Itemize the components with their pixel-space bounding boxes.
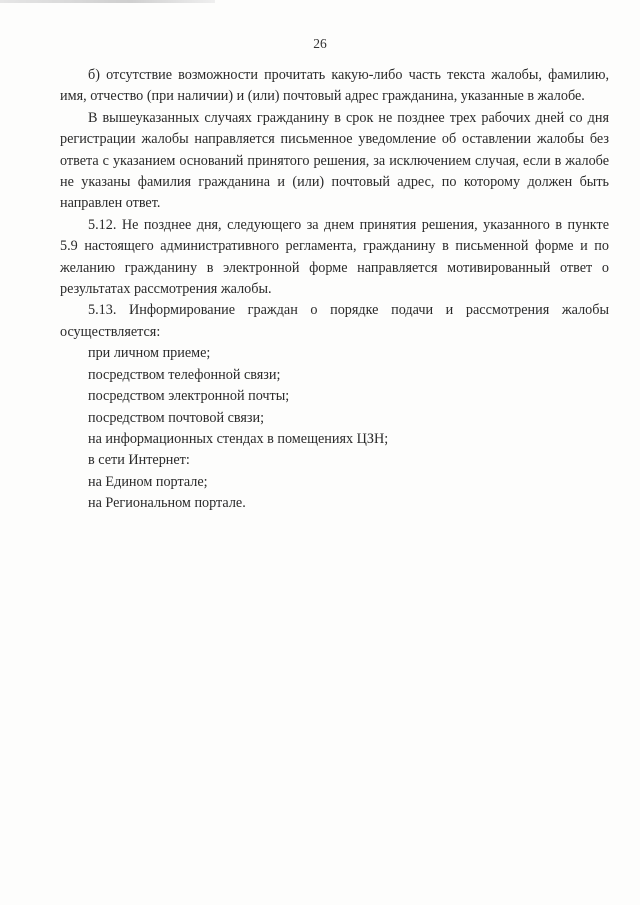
paragraph-5-12: 5.12. Не позднее дня, следующего за днем принятия решения, указанного в пункте 5.9 настоящего административного регламента, гражданину в письменной форме и по желанию гражданину в электронной форме направляется мотивированный ответ о результатах рассмотрения жалобы.	[60, 216, 609, 298]
paragraph-complaint-unreadable: б) отсутствие возможности прочитать какую-либо часть текста жалобы, фамилию, имя, отчество (при наличии) и (или) почтовый адрес гражданина, указанные в жалобе.	[60, 67, 609, 105]
document-body	[60, 65, 609, 515]
list-item: посредством почтовой связи;	[88, 409, 265, 426]
list-item: при личном приеме;	[88, 345, 211, 362]
paragraph-notification: В вышеуказанных случаях гражданину в срок не позднее трех рабочих дней со дня регистрации жалобы направляется письменное уведомление об оставлении жалобы без ответа с указанием оснований принятого решения, за исключением случая, если в жалобе не указаны фамилия гражданина и (или) почтовый адрес, по которому должен быть направлен ответ.	[60, 109, 609, 212]
informing-methods-list	[60, 343, 609, 514]
list-item: на Региональном портале.	[88, 495, 246, 512]
list-item: на Едином портале;	[88, 473, 208, 490]
list-item: в сети Интернет:	[88, 452, 190, 469]
list-item: на информационных стендах в помещениях ЦЗН;	[88, 430, 389, 447]
scan-edge-mark	[0, 0, 215, 3]
paragraph-5-13: 5.13. Информирование граждан о порядке подачи и рассмотрения жалобы осуществляется:	[60, 302, 609, 340]
page-number: 26	[313, 36, 327, 51]
list-item: посредством электронной почты;	[88, 388, 290, 405]
list-item: посредством телефонной связи;	[88, 366, 281, 383]
